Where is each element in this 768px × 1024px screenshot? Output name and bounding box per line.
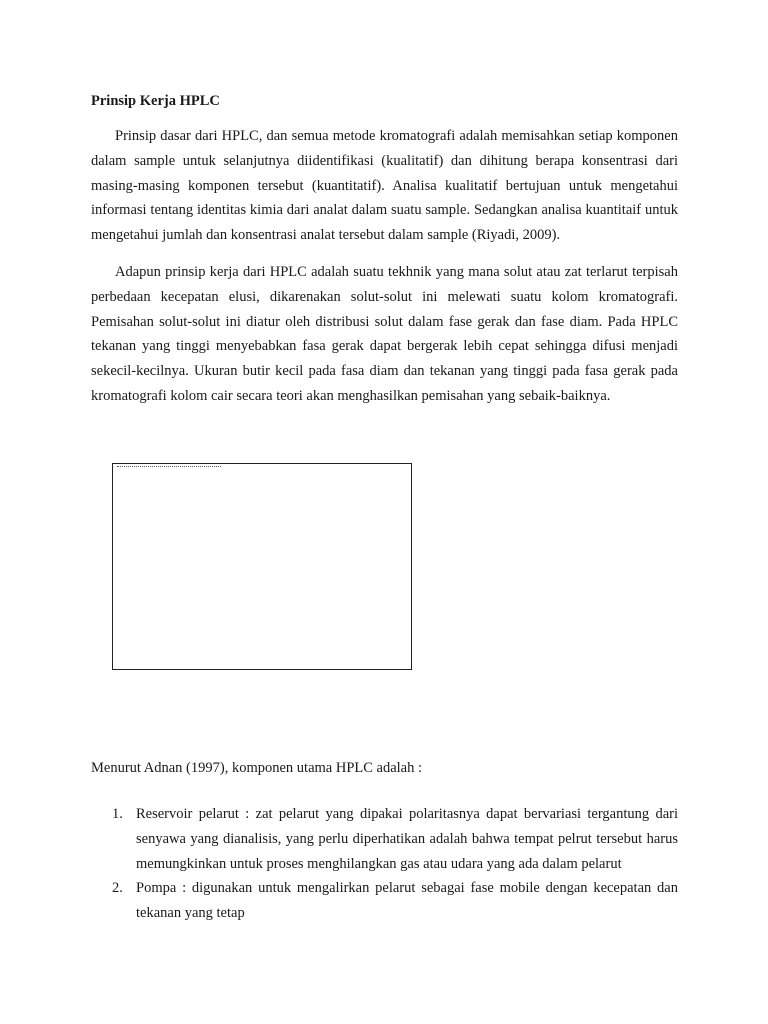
components-list (91, 802, 678, 926)
list-item (91, 876, 678, 926)
paragraph-working: Adapun prinsip kerja dari HPLC adalah suatu tekhnik yang mana solut atau zat terlarut terpisah perbedaan kecepatan elusi, dikarenakan solut-solut ini melewati suatu kolom kromatografi. Pemisahan solut-solut ini diatur oleh distribusi solut dalam fase gerak dan fase diam. Pada HPLC tekanan yang tinggi menyebabkan fasa gerak dapat bergerak lebih cepat sehingga difusi menjadi sekecil-kecilnya. Ukuran butir kecil pada fasa diam dan tekanan yang tinggi pada fasa gerak pada kromatografi kolom cair secara teori akan menghasilkan pemisahan yang sebaik-baiknya. (91, 264, 678, 404)
paragraph-principle: Prinsip dasar dari HPLC, dan semua metode kromatografi adalah memisahkan setiap komponen dalam sample untuk selanjutnya diidentifikasi (kualitatif) dan dihitung berapa konsentrasi dari masing-masing komponen tersebut (kuantitatif). Analisa kualitatif bertujuan untuk mengetahui informasi tentang identitas kimia dari analat dalam suatu sample. Sedangkan analisa kuantitaif untuk mengetahui jumlah dan konsentrasi analat tersebut dalam sample (Riyadi, 2009). (91, 128, 678, 244)
list-number: 1. (112, 806, 123, 822)
figure-caption-line (117, 466, 221, 469)
section-heading: Prinsip Kerja HPLC (91, 93, 220, 109)
list-number: 2. (112, 880, 123, 897)
list-text: Pompa : digunakan untuk mengalirkan pelarut sebagai fase mobile dengan kecepatan dan tekanan yang tetap (136, 880, 678, 922)
figure-placeholder (112, 463, 412, 670)
components-intro: Menurut Adnan (1997), komponen utama HPLC adalah : (91, 760, 423, 776)
list-text: Reservoir pelarut : zat pelarut yang dipakai polaritasnya dapat bervariasi tergantung dari senyawa yang dianalisis, yang perlu diperhatikan adalah bahwa tempat pelrut tersebut harus memungkinkan untuk proses menghilangkan gas atau udara yang ada dalam pelarut (136, 806, 678, 872)
list-item (91, 802, 678, 876)
